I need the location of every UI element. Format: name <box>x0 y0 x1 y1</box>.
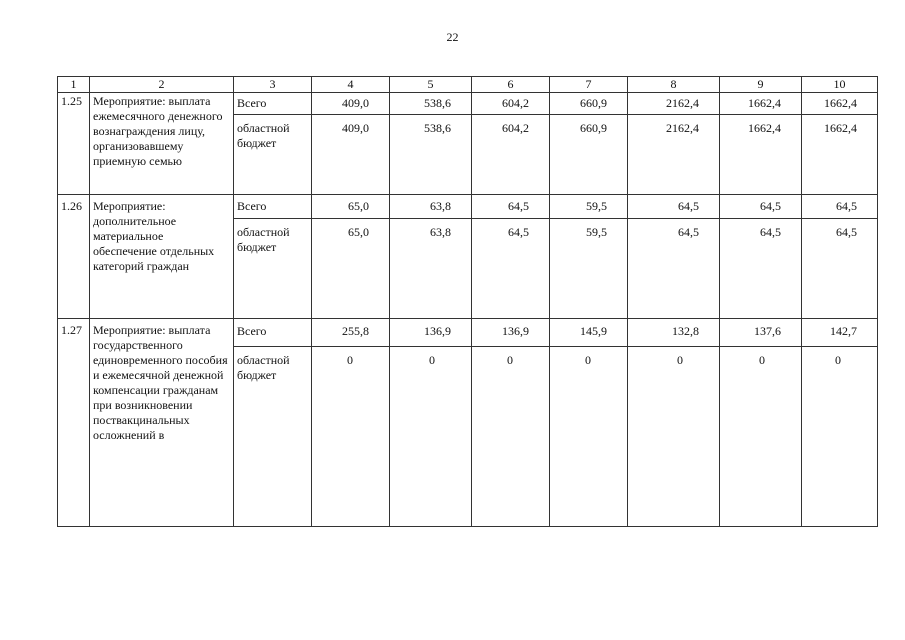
value-cell: 136,9 <box>390 319 472 347</box>
value-cell: 64,5 <box>628 195 720 219</box>
column-number: 8 <box>628 77 720 93</box>
funding-label: Всего <box>234 319 312 347</box>
value-cell: 604,2 <box>472 93 550 115</box>
table-row <box>58 195 878 219</box>
value-cell: 145,9 <box>550 319 628 347</box>
value-cell: 2162,4 <box>628 115 720 195</box>
value-cell: 65,0 <box>312 219 390 319</box>
funding-label: Всего <box>234 93 312 115</box>
value-cell: 0 <box>472 347 550 527</box>
value-cell: 409,0 <box>312 93 390 115</box>
row-id: 1.25 <box>58 93 90 195</box>
value-cell: 63,8 <box>390 219 472 319</box>
value-cell: 255,8 <box>312 319 390 347</box>
funding-label: областной бюджет <box>234 219 312 319</box>
value-cell: 64,5 <box>802 195 878 219</box>
value-cell: 1662,4 <box>802 93 878 115</box>
column-number-row <box>58 77 878 93</box>
value-cell: 538,6 <box>390 93 472 115</box>
column-number: 1 <box>58 77 90 93</box>
page-number: 22 <box>446 30 459 44</box>
value-cell: 1662,4 <box>802 115 878 195</box>
value-cell: 59,5 <box>550 195 628 219</box>
value-cell: 604,2 <box>472 115 550 195</box>
column-number: 2 <box>90 77 234 93</box>
table-row <box>58 93 878 115</box>
value-cell: 0 <box>550 347 628 527</box>
value-cell: 64,5 <box>472 219 550 319</box>
column-number: 9 <box>720 77 802 93</box>
value-cell: 1662,4 <box>720 115 802 195</box>
value-cell: 132,8 <box>628 319 720 347</box>
value-cell: 409,0 <box>312 115 390 195</box>
value-cell: 137,6 <box>720 319 802 347</box>
row-description: Мероприятие: выплата государственного единовременного пособия и ежемесячной денежной компенсации гражданам при возникновении поствакцинальных осложнений в <box>90 319 234 527</box>
value-cell: 0 <box>628 347 720 527</box>
column-number: 4 <box>312 77 390 93</box>
budget-table <box>57 76 878 527</box>
column-number: 3 <box>234 77 312 93</box>
value-cell: 64,5 <box>720 219 802 319</box>
funding-label: областной бюджет <box>234 115 312 195</box>
column-number: 10 <box>802 77 878 93</box>
column-number: 7 <box>550 77 628 93</box>
value-cell: 0 <box>312 347 390 527</box>
value-cell: 64,5 <box>720 195 802 219</box>
value-cell: 64,5 <box>802 219 878 319</box>
column-number: 5 <box>390 77 472 93</box>
funding-label: Всего <box>234 195 312 219</box>
row-description: Мероприятие: дополнительное материальное обеспечение отдельных категорий граждан <box>90 195 234 319</box>
value-cell: 660,9 <box>550 115 628 195</box>
row-id: 1.26 <box>58 195 90 319</box>
value-cell: 660,9 <box>550 93 628 115</box>
value-cell: 64,5 <box>628 219 720 319</box>
funding-label: областной бюджет <box>234 347 312 527</box>
value-cell: 0 <box>802 347 878 527</box>
value-cell: 142,7 <box>802 319 878 347</box>
value-cell: 63,8 <box>390 195 472 219</box>
value-cell: 65,0 <box>312 195 390 219</box>
value-cell: 538,6 <box>390 115 472 195</box>
row-description: Мероприятие: выплата ежемесячного денежного вознаграждения лицу, организовавшему приемную семью <box>90 93 234 195</box>
row-id: 1.27 <box>58 319 90 527</box>
value-cell: 59,5 <box>550 219 628 319</box>
value-cell: 64,5 <box>472 195 550 219</box>
value-cell: 0 <box>390 347 472 527</box>
value-cell: 0 <box>720 347 802 527</box>
value-cell: 2162,4 <box>628 93 720 115</box>
table-row <box>58 319 878 347</box>
value-cell: 1662,4 <box>720 93 802 115</box>
column-number: 6 <box>472 77 550 93</box>
value-cell: 136,9 <box>472 319 550 347</box>
